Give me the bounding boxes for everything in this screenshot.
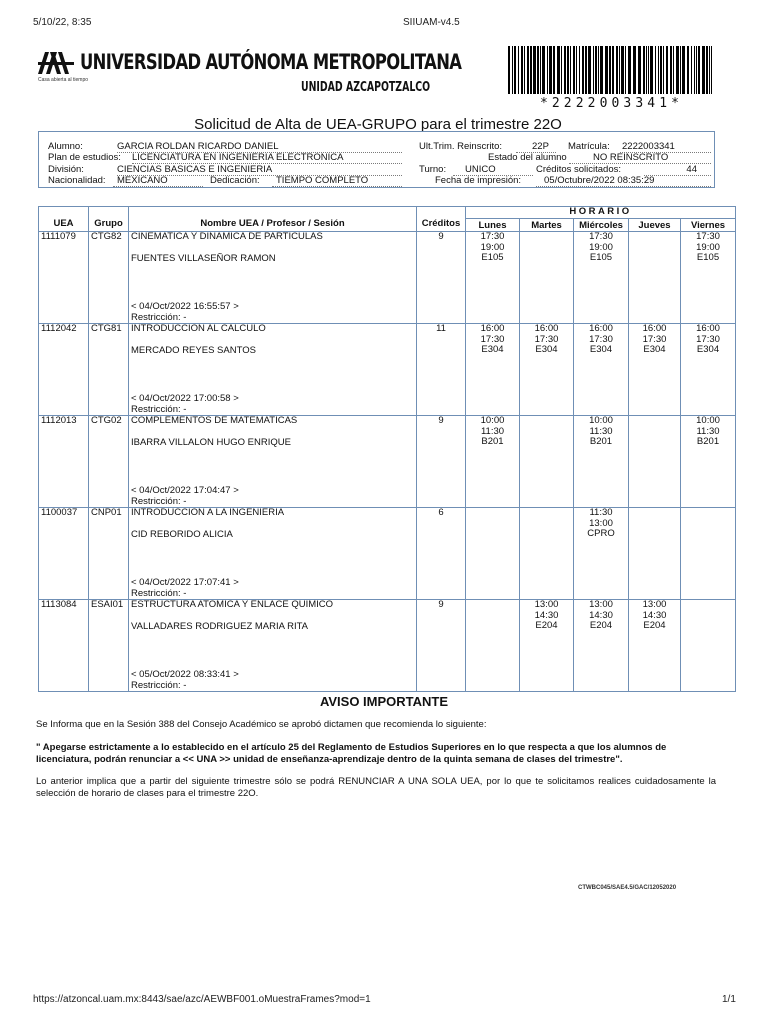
barcode-bar [549,46,552,94]
uea-schedule-table [38,206,736,692]
schedule-viernes [681,600,736,692]
barcode-bar [670,46,672,94]
grupo: CNP01 [89,508,129,600]
grupo: ESAI01 [89,600,129,692]
schedule-viernes-line [683,600,733,611]
restriccion: Restricción: - [131,311,187,323]
nacionalidad-value: MEXICANO [113,175,203,187]
ult-trim-value: 22P [516,141,556,153]
barcode-bar [698,46,700,94]
schedule-jueves-line: E304 [643,344,666,355]
info-row-1 [39,141,714,152]
schedule-martes-line: E304 [535,344,558,355]
header-uea: UEA [39,207,89,232]
print-page-number: 1/1 [722,994,736,1005]
schedule-miercoles-line: 17:30 [589,231,613,242]
header-jueves: Jueves [629,218,681,232]
barcode-bar [514,46,516,94]
schedule-martes-line [522,253,571,264]
barcode-bar [711,46,712,94]
uea-name: COMPLEMENTOS DE MATEMATICAS [131,415,298,426]
matricula-value: 2222003341 [620,141,711,153]
schedule-lunes-line: 16:00 [480,323,505,334]
barcode-bar [621,46,624,94]
barcode-bar [605,46,608,94]
aviso-paragraph-2: " Apegarse estrictamente a lo establecido en el artículo 25 del Reglamento de Estudios Superiores en lo que respecta a que los alumnos de licenciatura, podrán renunciar a << UNA >> unidad de enseñanza-aprendizaje dentro de la quinta semana de clases del trimestre". [36,742,667,765]
barcode-bar [540,46,541,94]
schedule-viernes-line: 19:00 [696,241,720,253]
barcode-bar [680,46,681,94]
barcode-bar [666,46,668,94]
schedule-viernes [681,232,736,324]
schedule-viernes-line: E105 [696,252,720,263]
schedule-lunes-line: B201 [481,436,504,447]
aviso-paragraph-1: Se Informa que en la Sesión 388 del Consejo Académico se aprobó dictamen que recomienda lo siguiente: [36,719,487,730]
schedule-martes [520,324,574,416]
header-grupo: Grupo [89,207,129,232]
schedule-viernes-line: 10:00 [696,415,720,426]
barcode-bar [527,46,529,94]
schedule-viernes-line: 11:30 [696,425,720,437]
schedule-miercoles-line: 10:00 [589,415,613,426]
uea-code: 1111079 [39,232,89,324]
barcode-bar [691,46,692,94]
schedule-jueves-line: E204 [643,620,666,631]
profesor: MERCADO REYES SANTOS [131,344,256,356]
creditos: 11 [417,324,466,416]
fecha-value: 05/Octubre/2022 08:35:29 [536,175,711,187]
barcode-bar [585,46,587,94]
schedule-viernes-line: 17:30 [696,333,720,345]
header-miercoles: Miércoles [574,218,629,232]
barcode-bar [709,46,710,94]
schedule-martes [520,232,574,324]
ult-trim-label: Ult.Trim. Reinscrito: [419,141,503,152]
barcode-bar [673,46,674,94]
schedule-miercoles-line: 13:00 [589,599,613,610]
uea-name: INTRODUCCION A LA INGENIERIA [131,507,285,518]
turno-value: UNICO [453,164,533,176]
uea-name: INTRODUCCION AL CALCULO [131,323,266,334]
barcode-bar [518,46,519,94]
barcode-bar [582,46,584,94]
session-timestamp: < 04/Oct/2022 17:00:58 > [131,393,239,404]
schedule-miercoles-line: 14:30 [589,609,613,621]
barcode-bar [524,46,525,94]
schedule-miercoles-line: E204 [589,620,613,631]
university-name: UNIVERSIDAD AUTÓNOMA METROPOLITANA [80,50,462,74]
schedule-jueves-line [631,416,678,427]
schedule-jueves-line [631,232,678,243]
header-martes: Martes [520,218,574,232]
barcode-bar [643,46,645,94]
schedule-jueves-line [631,437,678,448]
barcode-bar [628,46,631,94]
uea-details [129,232,417,324]
schedule-martes-line [522,416,571,427]
barcode-bar [648,46,649,94]
schedule-jueves-line [631,508,678,519]
uam-logo-icon [38,52,74,74]
print-url: https://atzoncal.uam.mx:8443/sae/azc/AEWBF001.oMuestraFrames?mod=1 [33,994,371,1005]
barcode-bar [567,46,569,94]
document-code: CTWBC045/SAE4.5/GAC/12052020 [578,885,677,891]
fecha-label: Fecha de impresión: [435,175,522,186]
barcode-bar [660,46,662,94]
schedule-miercoles-line: CPRO [587,528,615,539]
plan-label: Plan de estudios: [48,152,121,163]
aviso-title: AVISO IMPORTANTE [319,694,449,709]
barcode-bar [702,46,705,94]
barcode-bar [646,46,647,94]
uea-name: CINEMATICA Y DINAMICA DE PARTICULAS [131,231,323,242]
barcode-bar [557,46,560,94]
barcode-bar [579,46,580,94]
barcode-bar [696,46,697,94]
creditos: 6 [417,508,466,600]
uea-code: 1113084 [39,600,89,692]
schedule-miercoles-line: E105 [589,252,613,263]
schedule-miercoles-line: 17:30 [589,333,613,345]
schedule-miercoles-line: 16:00 [589,323,613,334]
barcode-bar [547,46,548,94]
info-row-2 [39,152,714,163]
uea-code: 1112042 [39,324,89,416]
schedule-lunes-line: E304 [481,344,504,355]
barcode-bar [512,46,513,94]
schedule-jueves-line [631,529,678,540]
barcode-bar [542,46,545,94]
creditos: 9 [417,600,466,692]
barcode-bar [694,46,695,94]
barcode-bar [521,46,523,94]
schedule-miercoles [574,324,629,416]
barcode-bar [593,46,594,94]
schedule-lunes [466,416,520,508]
schedule-martes-line: 13:00 [534,599,559,610]
unit-name: UNIDAD AZCAPOTZALCO [301,80,431,95]
schedule-miercoles-line: 13:00 [589,517,613,529]
schedule-lunes-line [468,600,517,611]
session-timestamp: < 05/Oct/2022 08:33:41 > [131,669,239,680]
schedule-miercoles [574,508,629,600]
schedule-miercoles-line: 11:30 [589,425,613,437]
print-date: 5/10/22, 8:35 [33,17,92,28]
barcode-bar [530,46,532,94]
barcode-bar [619,46,620,94]
restriccion: Restricción: - [131,403,187,415]
uea-code: 1100037 [39,508,89,600]
plan-value: LICENCIATURA EN INGENIERIA ELECTRONICA [132,152,402,164]
schedule-lunes-line: 10:00 [480,415,505,426]
restriccion: Restricción: - [131,679,187,691]
schedule-lunes-line: 11:30 [480,425,505,437]
header-horario: HORARIO [466,207,736,219]
schedule-viernes-line: B201 [696,436,720,447]
profesor: IBARRA VILLALON HUGO ENRIQUE [131,436,291,448]
schedule-viernes-line: 16:00 [696,323,720,334]
schedule-viernes-line [683,508,733,519]
creditos-label: Créditos solicitados: [536,164,622,175]
dedicacion-value: TIEMPO COMPLETO [272,175,402,187]
schedule-martes [520,600,574,692]
schedule-miercoles-line: 19:00 [589,241,613,253]
barcode-bar [588,46,591,94]
barcode-text: *2222003341* [539,96,684,111]
schedule-martes-line [522,508,571,519]
schedule-martes-line: 17:30 [534,333,559,345]
dedicacion-label: Dedicación: [210,175,260,186]
schedule-viernes [681,324,736,416]
schedule-viernes [681,416,736,508]
barcode-bar [553,46,555,94]
barcode-bar [655,46,656,94]
barcode-bar [598,46,599,94]
barcode-bar [537,46,539,94]
schedule-martes-line: 16:00 [534,323,559,334]
schedule-lunes-line: E105 [481,252,504,263]
header-creditos: Créditos [417,207,466,232]
schedule-jueves [629,508,681,600]
profesor: CID REBORIDO ALICIA [131,528,233,540]
creditos-value: 44 [644,164,711,176]
schedule-martes-line [522,437,571,448]
creditos: 9 [417,232,466,324]
schedule-jueves-line: 16:00 [642,323,667,334]
restriccion: Restricción: - [131,495,187,507]
uea-details [129,324,417,416]
nacionalidad-label: Nacionalidad: [48,175,106,186]
schedule-viernes [681,508,736,600]
schedule-miercoles-line: B201 [589,436,613,447]
uea-details [129,600,417,692]
schedule-lunes-line: 19:00 [480,241,505,253]
schedule-viernes-line: 17:30 [696,231,720,242]
barcode-bar [625,46,626,94]
schedule-martes-line [522,529,571,540]
grupo: CTG82 [89,232,129,324]
header-nombre: Nombre UEA / Profesor / Sesión [129,207,417,232]
schedule-jueves [629,416,681,508]
estado-value: NO REINSCRITO [569,152,711,164]
schedule-jueves-line: 17:30 [642,333,667,345]
barcode-bar [676,46,679,94]
schedule-jueves-line: 13:00 [642,599,667,610]
grupo: CTG81 [89,324,129,416]
barcode-bar [508,46,510,94]
barcode-bar [600,46,603,94]
schedule-miercoles-line: E304 [589,344,613,355]
barcode-bar [564,46,566,94]
student-info-box [38,131,715,188]
barcode-bar [663,46,664,94]
barcode-bar [533,46,536,94]
creditos: 9 [417,416,466,508]
university-motto: Casa abierta al tiempo [38,77,89,83]
barcode-bar [573,46,575,94]
schedule-viernes-line [683,621,733,632]
uea-details [129,416,417,508]
restriccion: Restricción: - [131,587,187,599]
profesor: VALLADARES RODRIGUEZ MARIA RITA [131,620,309,632]
division-label: División: [48,164,84,175]
schedule-jueves [629,232,681,324]
schedule-miercoles-line: 11:30 [589,507,613,518]
header-lunes: Lunes [466,218,520,232]
table-row [39,324,736,416]
alumno-label: Alumno: [48,141,83,152]
session-timestamp: < 04/Oct/2022 17:07:41 > [131,577,239,588]
barcode-bar [616,46,618,94]
division-value: CIENCIAS BASICAS E INGENIERIA [117,164,402,176]
schedule-jueves [629,600,681,692]
uea-details [129,508,417,600]
schedule-miercoles [574,416,629,508]
barcode-bar [633,46,636,94]
uea-name: ESTRUCTURA ATOMICA Y ENLACE QUIMICO [131,599,334,610]
schedule-lunes [466,232,520,324]
info-row-3 [39,164,714,175]
barcode-bar [612,46,614,94]
schedule-lunes-line: 17:30 [480,231,505,242]
table-row [39,600,736,692]
schedule-lunes [466,508,520,600]
barcode-bar [561,46,562,94]
barcode-bar [570,46,571,94]
barcode-bar [576,46,577,94]
aviso-paragraph-3: Lo anterior implica que a partir del siguiente trimestre sólo se podrá RENUNCIAR A UNA SOLA UEA, por lo que te solicitamos realices cuidadosamente la selección de horario de clases para el trimestre 22O. [36,776,716,799]
info-row-4 [39,175,714,186]
barcode-bar [595,46,597,94]
schedule-lunes-line [468,508,517,519]
matricula-label: Matrícula: [568,141,610,152]
barcode-bar [609,46,611,94]
table-row [39,416,736,508]
barcode-bar [658,46,659,94]
schedule-martes-line: 14:30 [534,609,559,621]
profesor: FUENTES VILLASEÑOR RAMON [131,252,276,264]
schedule-martes [520,416,574,508]
schedule-jueves-line [631,253,678,264]
turno-label: Turno: [419,164,447,175]
schedule-jueves [629,324,681,416]
table-row [39,232,736,324]
barcode-bar [650,46,653,94]
schedule-viernes-line: E304 [696,344,720,355]
uea-code: 1112013 [39,416,89,508]
schedule-viernes-line [683,529,733,540]
schedule-lunes [466,600,520,692]
schedule-martes [520,508,574,600]
schedule-miercoles [574,232,629,324]
schedule-martes-line [522,232,571,243]
document-title: Solicitud de Alta de UEA-GRUPO para el trimestre 22O [194,116,562,133]
header-viernes: Viernes [681,218,736,232]
alumno-value: GARCIA ROLDAN RICARDO DANIEL [117,141,402,153]
session-timestamp: < 04/Oct/2022 16:55:57 > [131,301,239,312]
session-timestamp: < 04/Oct/2022 17:04:47 > [131,485,239,496]
schedule-jueves-line: 14:30 [642,609,667,621]
schedule-miercoles [574,600,629,692]
barcode [508,46,715,94]
table-row [39,508,736,600]
schedule-lunes-line: 17:30 [480,333,505,345]
barcode-bar [687,46,689,94]
schedule-lunes-line [468,529,517,540]
barcode-bar [638,46,641,94]
barcode-bar [682,46,685,94]
barcode-bar [706,46,708,94]
estado-label: Estado del alumno [488,152,567,163]
schedule-martes-line: E204 [535,620,558,631]
schedule-lunes-line [468,621,517,632]
grupo: CTG02 [89,416,129,508]
schedule-lunes [466,324,520,416]
print-title: SIIUAM-v4.5 [403,17,460,28]
